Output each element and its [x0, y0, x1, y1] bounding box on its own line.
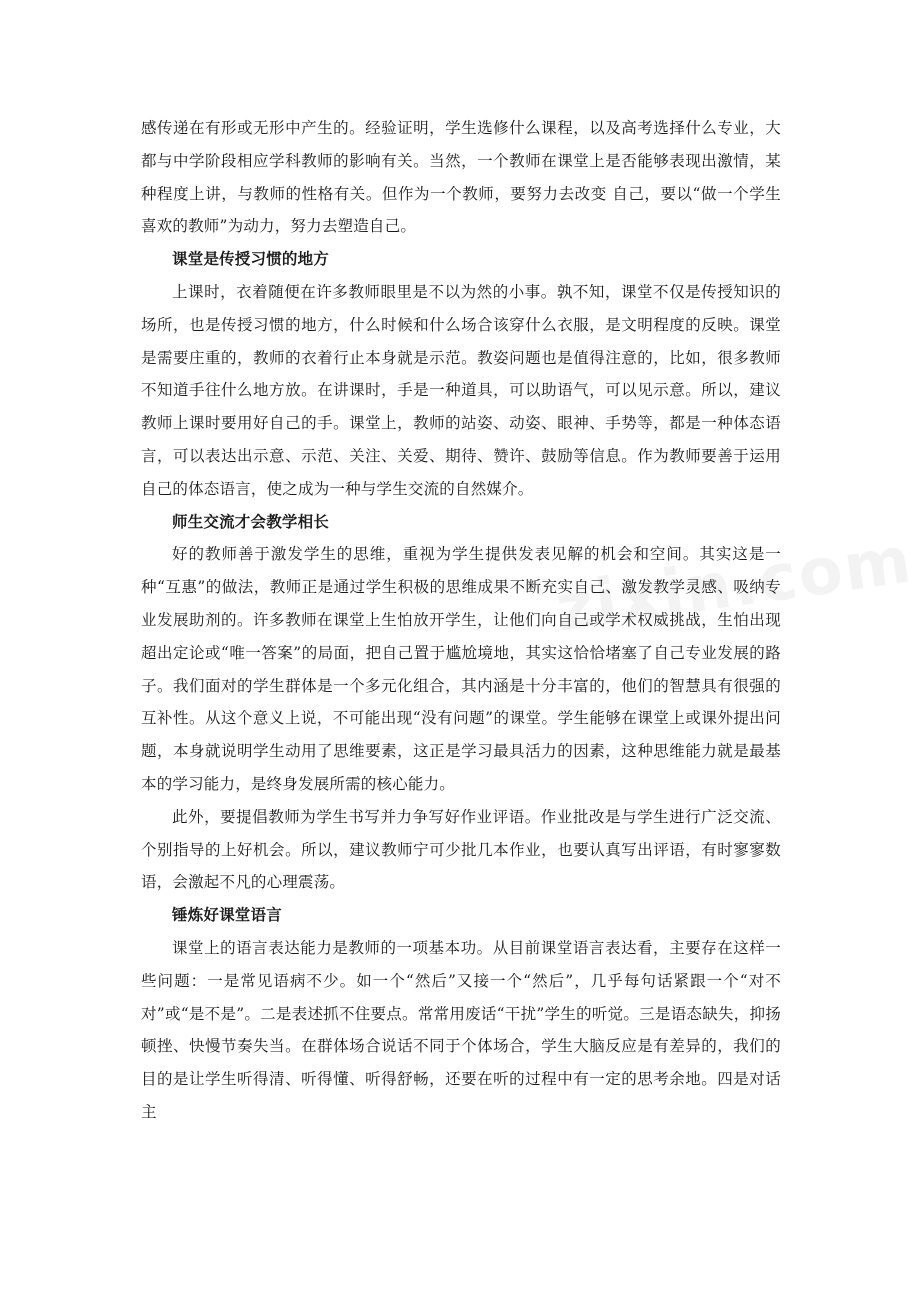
paragraph: 上课时，衣着随便在许多教师眼里是不以为然的小事。孰不知，课堂不仅是传授知识的场所，也是传授习惯的地方，什么时候和什么场合该穿什么衣服，是文明程度的反映。课堂是需要庄重的，教师的衣着行止本身就是示范。教姿问题也是值得注意的，比如，很多教师不知道手往什么地方放。在讲课时，手是一种道具，可以助语气，可以见示意。所以，建议教师上课时要用好自己的手。课堂上，教师的站姿、动姿、眼神、手势等，都是一种体态语言，可以表达出示意、示范、关注、关爱、期待、赞许、鼓励等信息。作为教师要善于运用自己的体态语言，使之成为一种与学生交流的自然媒介。 [141, 282, 781, 498]
paragraph: 此外，要提倡教师为学生书写并力争写好作业评语。作业批改是与学生进行广泛交流、个别指导的上好机会。所以，建议教师宁可少批几本作业，也要认真写出评语，有时寥寥数语，会激起不凡的心理震荡。 [141, 807, 781, 892]
section-heading: 锤炼好课堂语言 [172, 905, 282, 925]
paragraph: 感传递在有形或无形中产生的。经验证明，学生选修什么课程，以及高考选择什么专业，大都与中学阶段相应学科教师的影响有关。当然，一个教师在课堂上是否能够表现出激情，某种程度上讲，与教师的性格有关。但作为一个教师，要努力去改变 自己，要以“做一个学生喜欢的教师”为动力，努力去塑造自己。 [141, 119, 781, 236]
document-body [141, 112, 781, 1129]
section-heading: 师生交流才会教学相长 [172, 511, 330, 531]
paragraph: 课堂上的语言表达能力是教师的一项基本功。从目前课堂语言表达看，主要存在这样一些问题：一是常见语病不少。如一个“然后”又接一个“然后”，几乎每句话紧跟一个“对不对”或“是不是”。二是表述抓不住要点。常常用废话“干扰”学生的听觉。三是语态缺失，抑扬顿挫、快慢节奏失当。在群体场合说话不同于个体场合，学生大脑反应是有差异的，我们的目的是让学生听得清、听得懂、听得舒畅，还要在听的过程中有一定的思考余地。四是对话主 [141, 938, 781, 1121]
section-heading: 课堂是传授习惯的地方 [172, 249, 330, 269]
paragraph: 好的教师善于激发学生的思维，重视为学生提供发表见解的机会和空间。其实这是一种“互惠”的做法，教师正是通过学生积极的思维成果不断充实自己、激发教学灵感、吸纳专业发展助剂的。许多教师在课堂上生怕放开学生，让他们向自己或学术权威挑战，生怕出现超出定论或“唯一答案”的局面，把自己置于尴尬境地，其实这恰恰堵塞了自己专业发展的路子。我们面对的学生群体是一个多元化组合，其内涵是十分丰富的，他们的智慧具有很强的互补性。从这个意义上说，不可能出现“没有问题”的课堂。学生能够在课堂上或课外提出问题，本身就说明学生动用了思维要素，这正是学习最具活力的因素，这种思维能力就是最基本的学习能力，是终身发展所需的核心能力。 [141, 545, 781, 793]
